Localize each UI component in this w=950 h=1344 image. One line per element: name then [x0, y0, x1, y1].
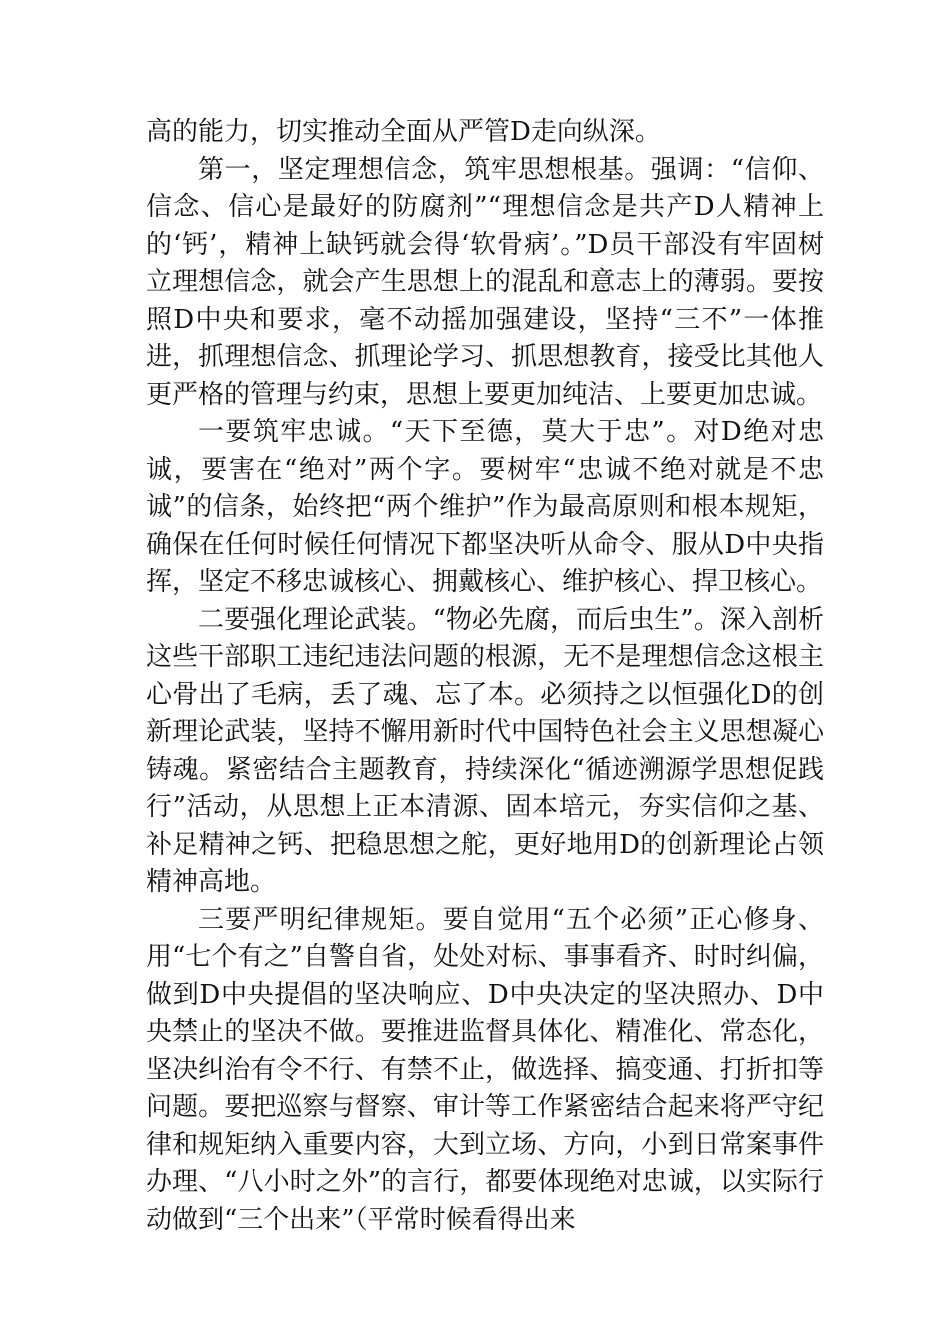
paragraph-section-one: 第一，坚定理想信念，筑牢思想根基。强调：“信仰、信念、信心是最好的防腐剂”“理想信念是共产D人精神上的‘钙’，精神上缺钙就会得‘软骨病’。”D员干部没有牢固树立理想信念，就会产生思想上的混乱和意志上的薄弱。要按照D中央和要求，毫不动摇加强建设，坚持“三不”一体推进，抓理想信念、抓理论学习、抓思想教育，接受比其他人更严格的管理与约束，思想上要更加纯洁、上要更加忠诚。 [146, 154, 824, 410]
document-body [146, 114, 824, 1239]
paragraph-point-three: 三要严明纪律规矩。要自觉用“五个必须”正心修身、用“七个有之”自警自省，处处对标、事事看齐、时时纠偏，做到D中央提倡的坚决响应、D中央决定的坚决照办、D中央禁止的坚决不做。要推进监督具体化、精准化、常态化，坚决纠治有令不行、有禁不止，做选择、搞变通、打折扣等问题。要把巡察与督察、审计等工作紧密结合起来将严守纪律和规矩纳入重要内容，大到立场、方向，小到日常案事件办理、“八小时之外”的言行，都要体现绝对忠诚，以实际行动做到“三个出来”（平常时候看得出来 [146, 904, 824, 1235]
paragraph-point-two: 二要强化理论武装。“物必先腐，而后虫生”。深入剖析这些干部职工违纪违法问题的根源，无不是理想信念这根主心骨出了毛病，丢了魂、忘了本。必须持之以恒强化D的创新理论武装，坚持不懈用新时代中国特色社会主义思想凝心铸魂。紧密结合主题教育，持续深化“循迹溯源学思想促践行”活动，从思想上正本清源、固本培元，夯实信仰之基、补足精神之钙、把稳思想之舵，更好地用D的创新理论占领精神高地。 [146, 604, 824, 897]
paragraph-continuation: 高的能力，切实推动全面从严管D走向纵深。 [146, 117, 661, 147]
paragraph-point-one: 一要筑牢忠诚。“天下至德，莫大于忠”。对D绝对忠诚，要害在“绝对”两个字。要树牢“忠诚不绝对就是不忠诚”的信条，始终把“两个维护”作为最高原则和根本规矩，确保在任何时候任何情况下都坚决听从命令、服从D中央指挥，坚定不移忠诚核心、拥戴核心、维护核心、捍卫核心。 [146, 417, 824, 597]
